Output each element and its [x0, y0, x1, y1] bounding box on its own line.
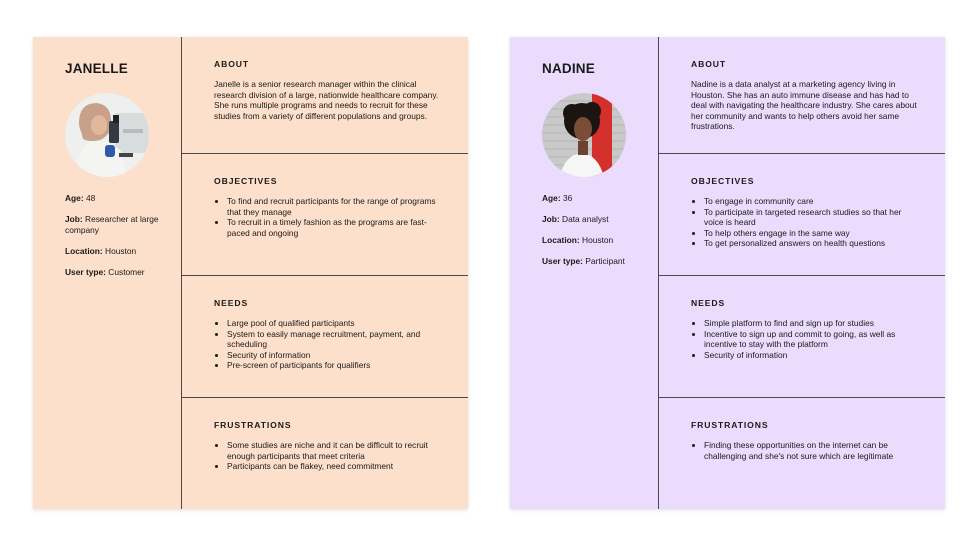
- needs-list: [214, 318, 442, 371]
- list-item: • Security of information: [704, 350, 919, 361]
- objectives-list: [214, 196, 442, 238]
- list-item: • Large pool of qualified participants: [227, 318, 442, 329]
- list-item: • Some studies are niche and it can be difficult to recruit enough participants that meet criteria: [227, 440, 442, 461]
- list-item: • Incentive to sign up and commit to going, as well as incentive to stay with the platform: [704, 329, 919, 350]
- list-item: • To get personalized answers on health questions: [704, 238, 919, 249]
- needs-section: [659, 275, 945, 398]
- fact-job: Job: Researcher at large company: [65, 214, 159, 235]
- persona-profile-column: [510, 37, 659, 509]
- list-item: • Simple platform to find and sign up for studies: [704, 318, 919, 329]
- fact-location: Location: Houston: [542, 235, 614, 245]
- frustrations-section: [659, 397, 945, 510]
- frustrations-title: FRUSTRATIONS: [691, 420, 769, 430]
- list-item: • Finding these opportunities on the internet can be challenging and she's not sure which are legitimate: [704, 440, 919, 461]
- researcher-photo-icon: [65, 93, 149, 177]
- woman-portrait-photo-icon: [542, 93, 626, 177]
- list-item: • Pre-screen of participants for qualifiers: [227, 360, 442, 371]
- list-item: • To participate in targeted research studies so that her voice is heard: [704, 207, 919, 228]
- persona-card-janelle: [33, 37, 468, 509]
- needs-list: [691, 318, 919, 360]
- persona-facts: [65, 193, 165, 288]
- needs-section: [182, 275, 468, 398]
- frustrations-list: [214, 440, 442, 472]
- objectives-list: [691, 196, 919, 249]
- list-item: • To engage in community care: [704, 196, 919, 207]
- fact-user-type: User type: Participant: [542, 256, 625, 266]
- frustrations-section: [182, 397, 468, 510]
- about-title: ABOUT: [691, 59, 727, 69]
- fact-job: Job: Data analyst: [542, 214, 609, 224]
- list-item: • To recruit in a timely fashion as the programs are fast-paced and ongoing: [227, 217, 442, 238]
- frustrations-title: FRUSTRATIONS: [214, 420, 292, 430]
- objectives-title: OBJECTIVES: [691, 176, 755, 186]
- list-item: • To find and recruit participants for the range of programs that they manage: [227, 196, 442, 217]
- fact-age: Age: 36: [542, 193, 573, 203]
- list-item: • Security of information: [227, 350, 442, 361]
- fact-age: Age: 48: [65, 193, 96, 203]
- persona-profile-column: [33, 37, 182, 509]
- needs-title: NEEDS: [691, 298, 726, 308]
- list-item: • System to easily manage recruitment, payment, and scheduling: [227, 329, 442, 350]
- objectives-section: [182, 153, 468, 276]
- about-text: Nadine is a data analyst at a marketing agency living in Houston. She has an auto immune disease and has had to deal with navigating the healthcare industry. She cares about her community and wants to help others avoid her same frustrations.: [691, 79, 917, 131]
- objectives-section: [659, 153, 945, 276]
- persona-details-column: [659, 37, 945, 509]
- fact-location: Location: Houston: [65, 245, 137, 256]
- nadine-avatar: [542, 93, 626, 177]
- frustrations-list: [691, 440, 919, 461]
- about-text: Janelle is a senior research manager within the clinical research division of a large, nationwide healthcare company. She runs multiple programs and needs to recruit for these studies from a variety of different populations and groups.: [214, 79, 439, 121]
- persona-details-column: [182, 37, 468, 509]
- about-section: [659, 37, 945, 153]
- needs-title: NEEDS: [214, 298, 249, 308]
- objectives-title: OBJECTIVES: [214, 176, 278, 186]
- fact-user-type: User type: Customer: [65, 266, 145, 277]
- about-title: ABOUT: [214, 59, 250, 69]
- persona-card-nadine: [510, 37, 945, 509]
- persona-facts: [542, 193, 642, 277]
- list-item: • To help others engage in the same way: [704, 228, 919, 239]
- persona-name: NADINE: [542, 61, 595, 76]
- about-section: [182, 37, 468, 153]
- persona-name: JANELLE: [65, 61, 128, 76]
- list-item: • Participants can be flakey, need commitment: [227, 461, 442, 472]
- researcher-avatar: [65, 93, 149, 177]
